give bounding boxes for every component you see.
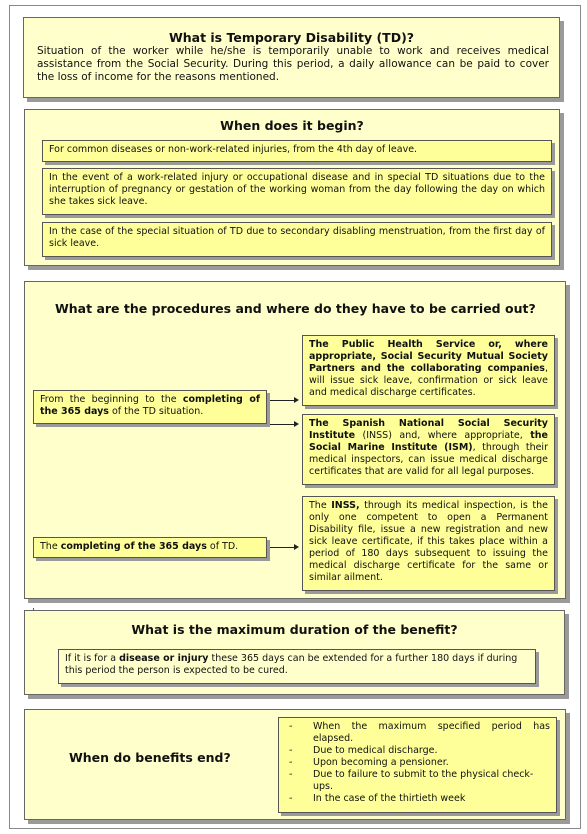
ends-item: - In the case of the thirtieth week: [285, 793, 550, 805]
max-pre: If it is for a: [65, 653, 120, 664]
right2-mid2: , through their medical inspectors, can issue medical discharge certificates that are valid for all legal purposes.: [309, 442, 548, 477]
left2-bold: completing of the 365 days: [60, 541, 207, 552]
max-bold: disease or injury: [119, 653, 209, 664]
max-title: What is the maximum duration of the benefit?: [131, 622, 458, 637]
procedures-right-box-1: [302, 335, 555, 406]
ends-item: - Upon becoming a pensioner.: [285, 757, 550, 769]
benefits-end-panel: [24, 709, 566, 820]
arrow-to-right-box-2: [270, 424, 294, 425]
right2-mid1: (INSS) and, where appropriate,: [355, 430, 531, 441]
begin-title: When does it begin?: [220, 118, 364, 133]
begin-item-3-text: In the case of the special situation of TD due to secondary disabling menstruation, from the first day of sick leave.: [49, 226, 545, 249]
begin-panel: [24, 109, 560, 266]
right3-bold: INSS,: [331, 500, 360, 511]
procedures-right-box-3: [302, 496, 555, 591]
procedures-title: What are the procedures and where do they have to be carried out?: [55, 301, 536, 316]
right3-post: through its medical inspection, is the only one competent to open a Permanent Disability file, issue a new registration and new sick leave certificate, if this takes place within a period of 180 days subsequent to issuing the medical discharge certificate for the same or similar ailment.: [309, 500, 548, 583]
procedures-right-box-2: [302, 414, 555, 485]
td-text: Situation of the worker while he/she is temporarily unable to work and receives medical assistance from the Social Security. During this period, a daily allowance can be paid to cover the loss of income for the reasons mentioned.: [37, 45, 549, 83]
left1-bold: completing of the 365 days: [40, 394, 260, 417]
left2-post: of TD.: [206, 541, 239, 552]
left1-post: of the TD situation.: [108, 406, 204, 417]
max-duration-panel: [24, 610, 565, 695]
begin-item-2: [42, 168, 552, 215]
arrow-to-right-box-1: [270, 400, 294, 401]
right1-bold: The Public Health Service or, where appropriate, Social Security Mutual Society Partners and the collaborating companies: [309, 339, 548, 374]
ends-item: - Due to failure to submit to the physical check-ups.: [285, 769, 550, 793]
procedures-left-box-1: [33, 390, 267, 424]
arrow-to-right-box-3: [270, 547, 294, 548]
right1-post: , will issue sick leave, confirmation or sick leave and medical discharge certificates.: [309, 363, 548, 398]
ends-item: - Due to medical discharge.: [285, 745, 550, 757]
begin-item-1: [42, 140, 552, 162]
ends-list: [285, 721, 550, 805]
right2-bold2: the Social Marine Institute (ISM): [309, 430, 548, 453]
ends-list-box: [278, 717, 557, 813]
begin-item-3: [42, 222, 552, 257]
td-title: What is Temporary Disability (TD)?: [168, 30, 415, 45]
right2-bold1: The Spanish National Social Security Institute: [309, 418, 548, 441]
begin-item-1-text: For common diseases or non-work-related injuries, from the 4th day of leave.: [49, 144, 418, 155]
td-definition-panel: [23, 17, 560, 98]
max-duration-box: [58, 649, 536, 684]
left2-pre: The: [40, 541, 61, 552]
left1-pre: From the beginning to the: [40, 394, 183, 405]
procedures-left-box-2: [33, 537, 267, 558]
ends-title: When do benefits end?: [69, 750, 231, 765]
right3-pre: The: [309, 500, 332, 511]
begin-item-2-text: In the event of a work-related injury or occupational disease and in special TD situations due to the interruption of pregnancy or gestation of the working woman from the day following the day on which she takes sick leave.: [49, 172, 545, 207]
procedures-panel: [24, 281, 566, 599]
max-post: these 365 days can be extended for a further 180 days if during this period the person is expected to be cured.: [65, 653, 518, 676]
ends-item: - When the maximum specified period has elapsed.: [285, 721, 550, 745]
